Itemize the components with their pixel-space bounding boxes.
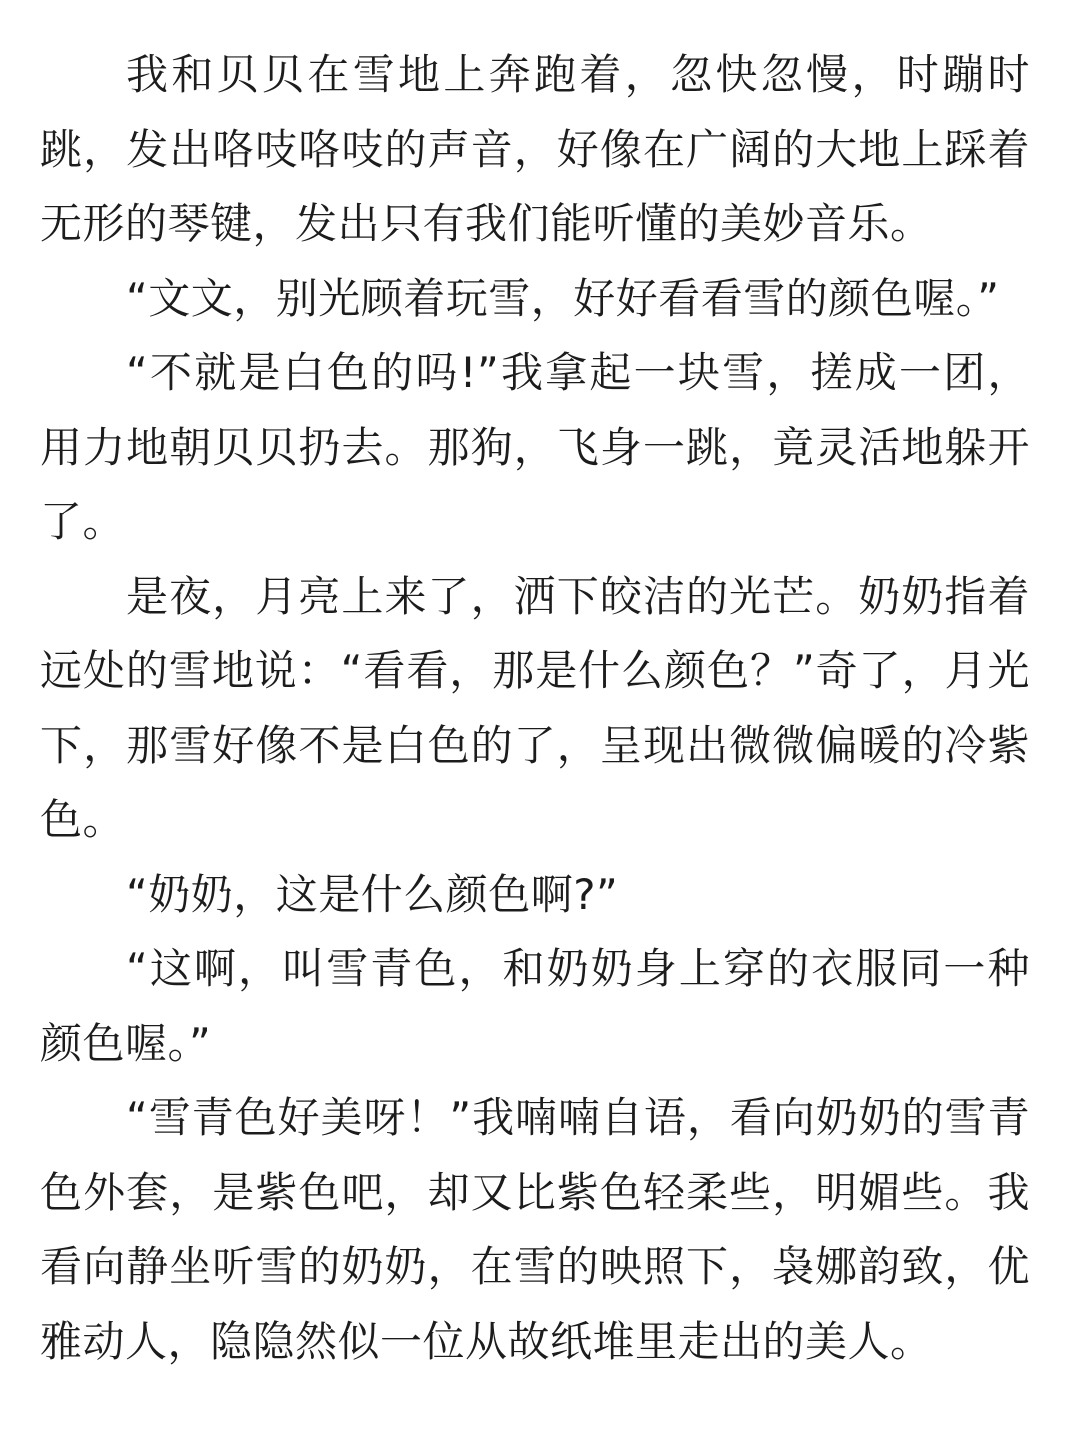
document-body [40, 38, 1030, 1379]
paragraph-2: “文文，别光顾着玩雪，好好看看雪的颜色喔。” [126, 273, 1000, 323]
paragraph-4: 是夜，月亮上来了，洒下皎洁的光芒。奶奶指着远处的雪地说：“看看，那是什么颜色？”奇了，月光下，那雪好像不是白色的了，呈现出微微偏暖的冷紫色。 [40, 571, 1030, 844]
paragraph-7: “雪青色好美呀！”我喃喃自语，看向奶奶的雪青色外套，是紫色吧，却又比紫色轻柔些，明媚些。我看向静坐听雪的奶奶，在雪的映照下，袅娜韵致，优雅动人，隐隐然似一位从故纸堆里走出的美人。 [40, 1093, 1030, 1366]
paragraph-1: 我和贝贝在雪地上奔跑着，忽快忽慢，时蹦时跳，发出咯吱咯吱的声音，好像在广阔的大地上踩着无形的琴键，发出只有我们能听懂的美妙音乐。 [40, 50, 1030, 248]
paragraph-6: “这啊，叫雪青色，和奶奶身上穿的衣服同一种颜色喔。” [40, 944, 1030, 1068]
paragraph-5: “奶奶，这是什么颜色啊?” [126, 869, 619, 919]
paragraph-3: “不就是白色的吗!”我拿起一块雪，搓成一团，用力地朝贝贝扔去。那狗，飞身一跳，竟灵活地躲开了。 [40, 348, 1030, 546]
